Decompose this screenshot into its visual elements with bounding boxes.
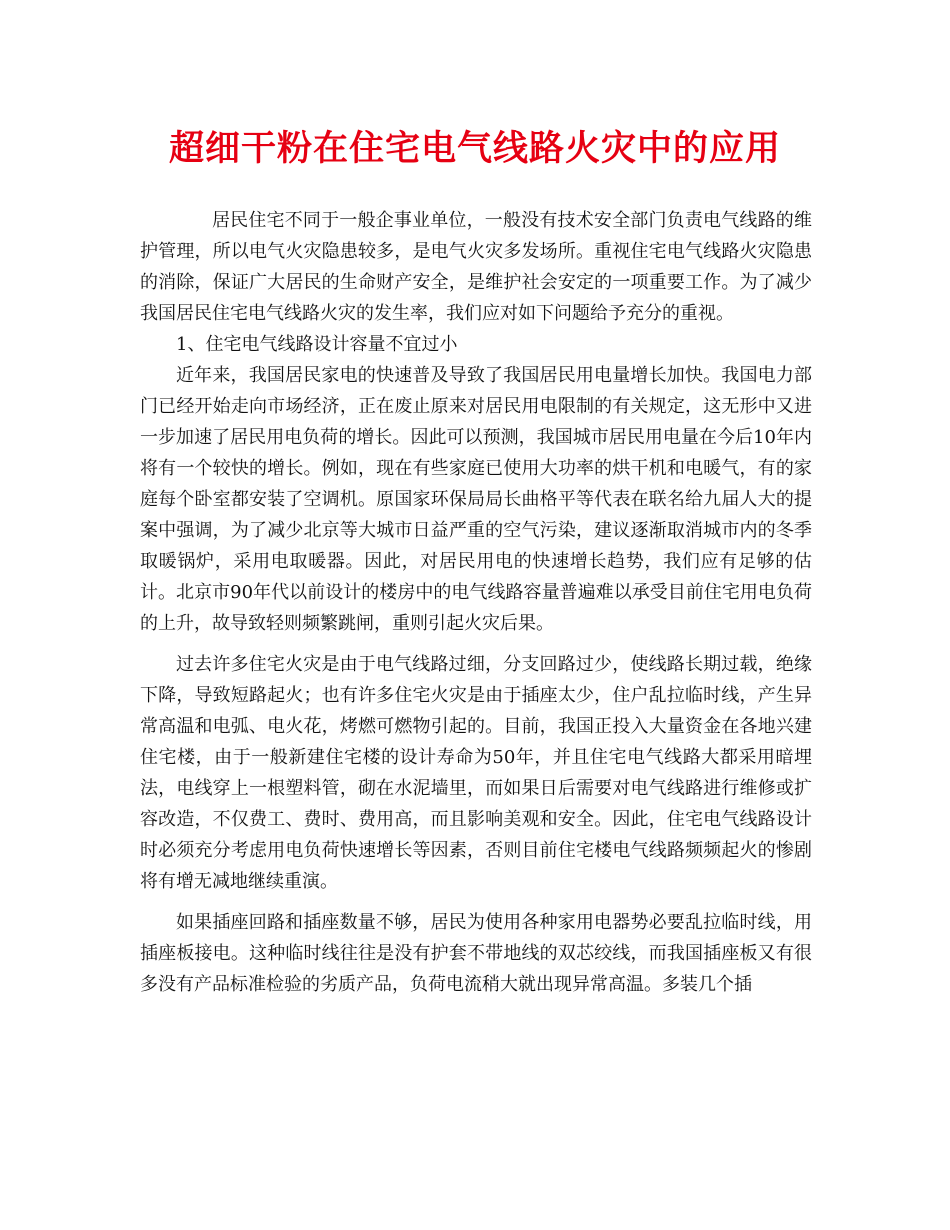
paragraph-past-fires: 过去许多住宅火灾是由于电气线路过细，分支回路过少，使线路长期过载，绝缘下降，导致短路起火；也有许多住宅火灾是由于插座太少，住户乱拉临时线，产生异常高温和电弧、电火花，烤燃可燃物引起的。目前，我国正投入大量资金在各地兴建住宅楼，由于一般新建住宅楼的设计寿命为50年，并且住宅电气线路大都采用暗埋法，电线穿上一根塑料管，砌在水泥墙里，而如果日后需要对电气线路进行维修或扩容改造，不仅费工、费时、费用高，而且影响美观和安全。因此，住宅电气线路设计时必须充分考虑用电负荷快速增长等因素，否则目前住宅楼电气线路频频起火的惨剧将有增无减地继续重演。: [140, 654, 812, 892]
document-body: [140, 205, 812, 1000]
paragraph-load-growth: 近年来，我国居民家电的快速普及导致了我国居民用电量增长加快。我国电力部门已经开始走向市场经济，正在废止原来对居民用电限制的有关规定，这无形中又进一步加速了居民用电负荷的增长。因此可以预测，我国城市居民用电量在今后10年内将有一个较快的增长。例如，现在有些家庭已使用大功率的烘干机和电暖气，有的家庭每个卧室都安装了空调机。原国家环保局局长曲格平等代表在联名给九届人大的提案中强调，为了减少北京等大城市日益严重的空气污染，建议逐渐取消城市内的冬季取暖锅炉，采用电取暖器。因此，对居民用电的快速增长趋势，我们应有足够的估计。北京市90年代以前设计的楼房中的电气线路容量普遍难以承受目前住宅用电负荷的上升，故导致轻则频繁跳闸，重则引起火灾后果。: [140, 365, 812, 634]
document-title: 超细干粉在住宅电气线路火灾中的应用: [168, 128, 781, 169]
paragraph-sockets: 如果插座回路和插座数量不够，居民为使用各种家用电器势必要乱拉临时线，用插座板接电。这种临时线往往是没有护套不带地线的双芯绞线，而我国插座板又有很多没有产品标准检验的劣质产品，负荷电流稍大就出现异常高温。多装几个插: [140, 912, 812, 995]
section-heading-1: 1、住宅电气线路设计容量不宜过小: [176, 334, 458, 355]
paragraph-intro: 居民住宅不同于一般企事业单位，一般没有技术安全部门负责电气线路的维护管理，所以电气火灾隐患较多，是电气火灾多发场所。重视住宅电气线路火灾隐患的消除，保证广大居民的生命财产安全，是维护社会安定的一项重要工作。为了减少我国居民住宅电气线路火灾的发生率，我们应对如下问题给予充分的重视。: [140, 210, 812, 324]
